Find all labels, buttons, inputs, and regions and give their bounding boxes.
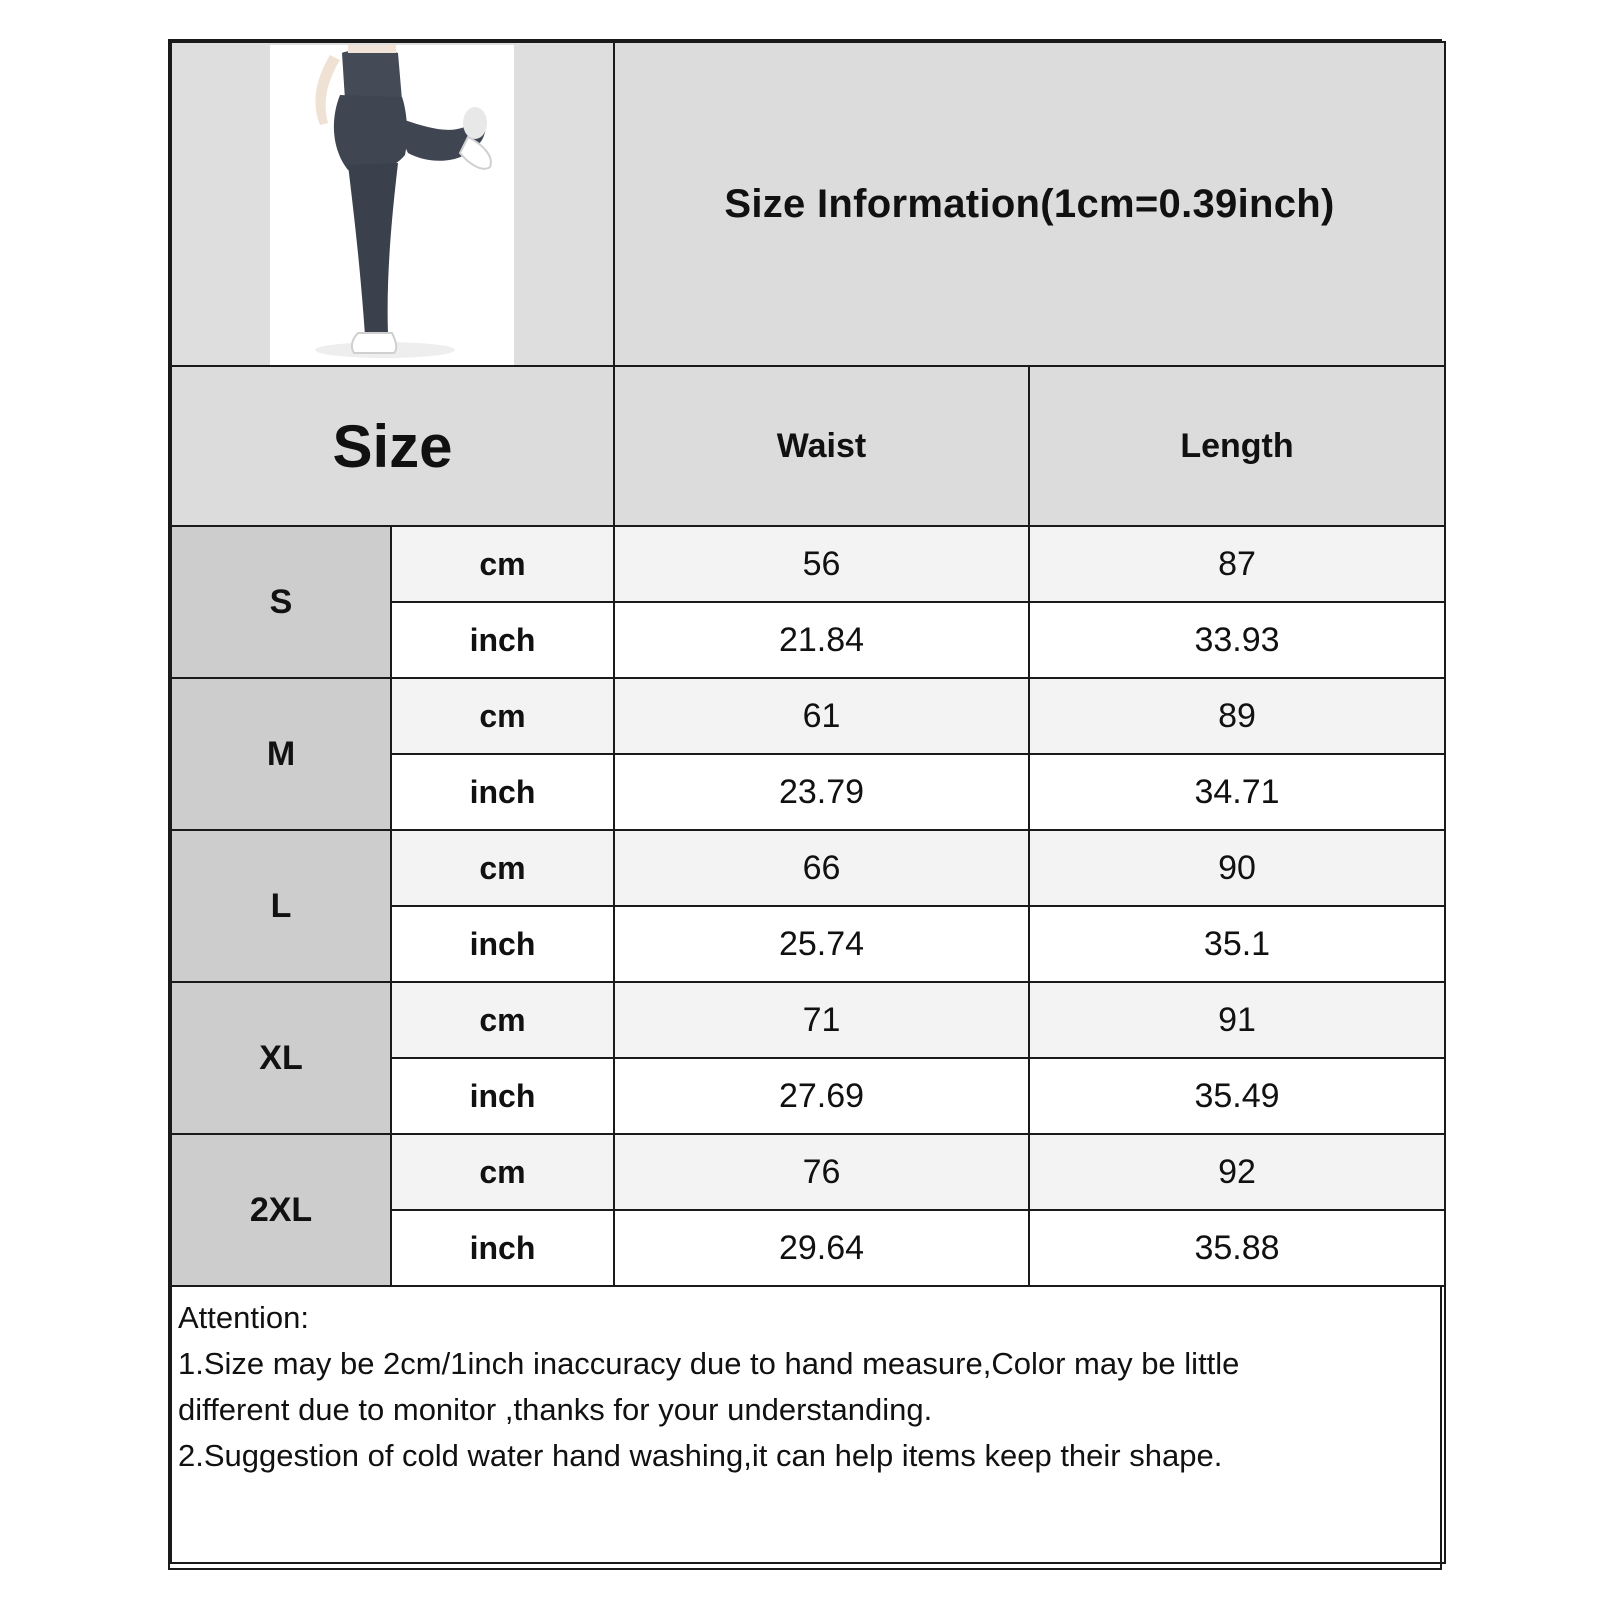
size-label: M [171, 678, 391, 830]
leggings-model-photo [270, 45, 514, 365]
unit-cell: inch [391, 754, 614, 830]
waist-value: 21.84 [614, 602, 1029, 678]
unit-cell: inch [391, 1058, 614, 1134]
size-column-header: Size [171, 366, 614, 526]
length-value: 89 [1029, 678, 1445, 754]
top-row [171, 42, 1445, 366]
attention-notes [171, 1286, 1445, 1563]
product-image-cell [171, 42, 614, 366]
size-chart [168, 39, 1442, 1570]
table-row [171, 982, 1445, 1058]
waist-value: 29.64 [614, 1210, 1029, 1286]
length-value: 35.88 [1029, 1210, 1445, 1286]
waist-value: 25.74 [614, 906, 1029, 982]
waist-value: 66 [614, 830, 1029, 906]
unit-cell: cm [391, 526, 614, 602]
size-label: S [171, 526, 391, 678]
table-row [171, 678, 1445, 754]
note-line: 2.Suggestion of cold water hand washing,it can help items keep their shape. [178, 1438, 1223, 1473]
length-value: 87 [1029, 526, 1445, 602]
unit-cell: inch [391, 1210, 614, 1286]
notes-row [171, 1286, 1445, 1563]
waist-value: 76 [614, 1134, 1029, 1210]
length-value: 33.93 [1029, 602, 1445, 678]
notes-heading: Attention: [178, 1300, 309, 1335]
waist-column-header: Waist [614, 366, 1029, 526]
length-value: 34.71 [1029, 754, 1445, 830]
unit-cell: inch [391, 906, 614, 982]
length-value: 35.1 [1029, 906, 1445, 982]
length-value: 92 [1029, 1134, 1445, 1210]
unit-cell: inch [391, 602, 614, 678]
header-row [171, 366, 1445, 526]
note-line: different due to monitor ,thanks for your understanding. [178, 1392, 933, 1427]
unit-cell: cm [391, 1134, 614, 1210]
chart-title: Size Information(1cm=0.39inch) [614, 42, 1445, 366]
note-line: 1.Size may be 2cm/1inch inaccuracy due to hand measure,Color may be little [178, 1346, 1240, 1381]
table-row [171, 1134, 1445, 1210]
table-row [171, 526, 1445, 602]
waist-value: 61 [614, 678, 1029, 754]
length-value: 35.49 [1029, 1058, 1445, 1134]
size-label: L [171, 830, 391, 982]
length-value: 91 [1029, 982, 1445, 1058]
waist-value: 56 [614, 526, 1029, 602]
unit-cell: cm [391, 678, 614, 754]
length-value: 90 [1029, 830, 1445, 906]
length-column-header: Length [1029, 366, 1445, 526]
unit-cell: cm [391, 982, 614, 1058]
unit-cell: cm [391, 830, 614, 906]
size-label: XL [171, 982, 391, 1134]
waist-value: 23.79 [614, 754, 1029, 830]
table-row [171, 830, 1445, 906]
size-table [170, 41, 1446, 1564]
waist-value: 71 [614, 982, 1029, 1058]
size-label: 2XL [171, 1134, 391, 1286]
waist-value: 27.69 [614, 1058, 1029, 1134]
